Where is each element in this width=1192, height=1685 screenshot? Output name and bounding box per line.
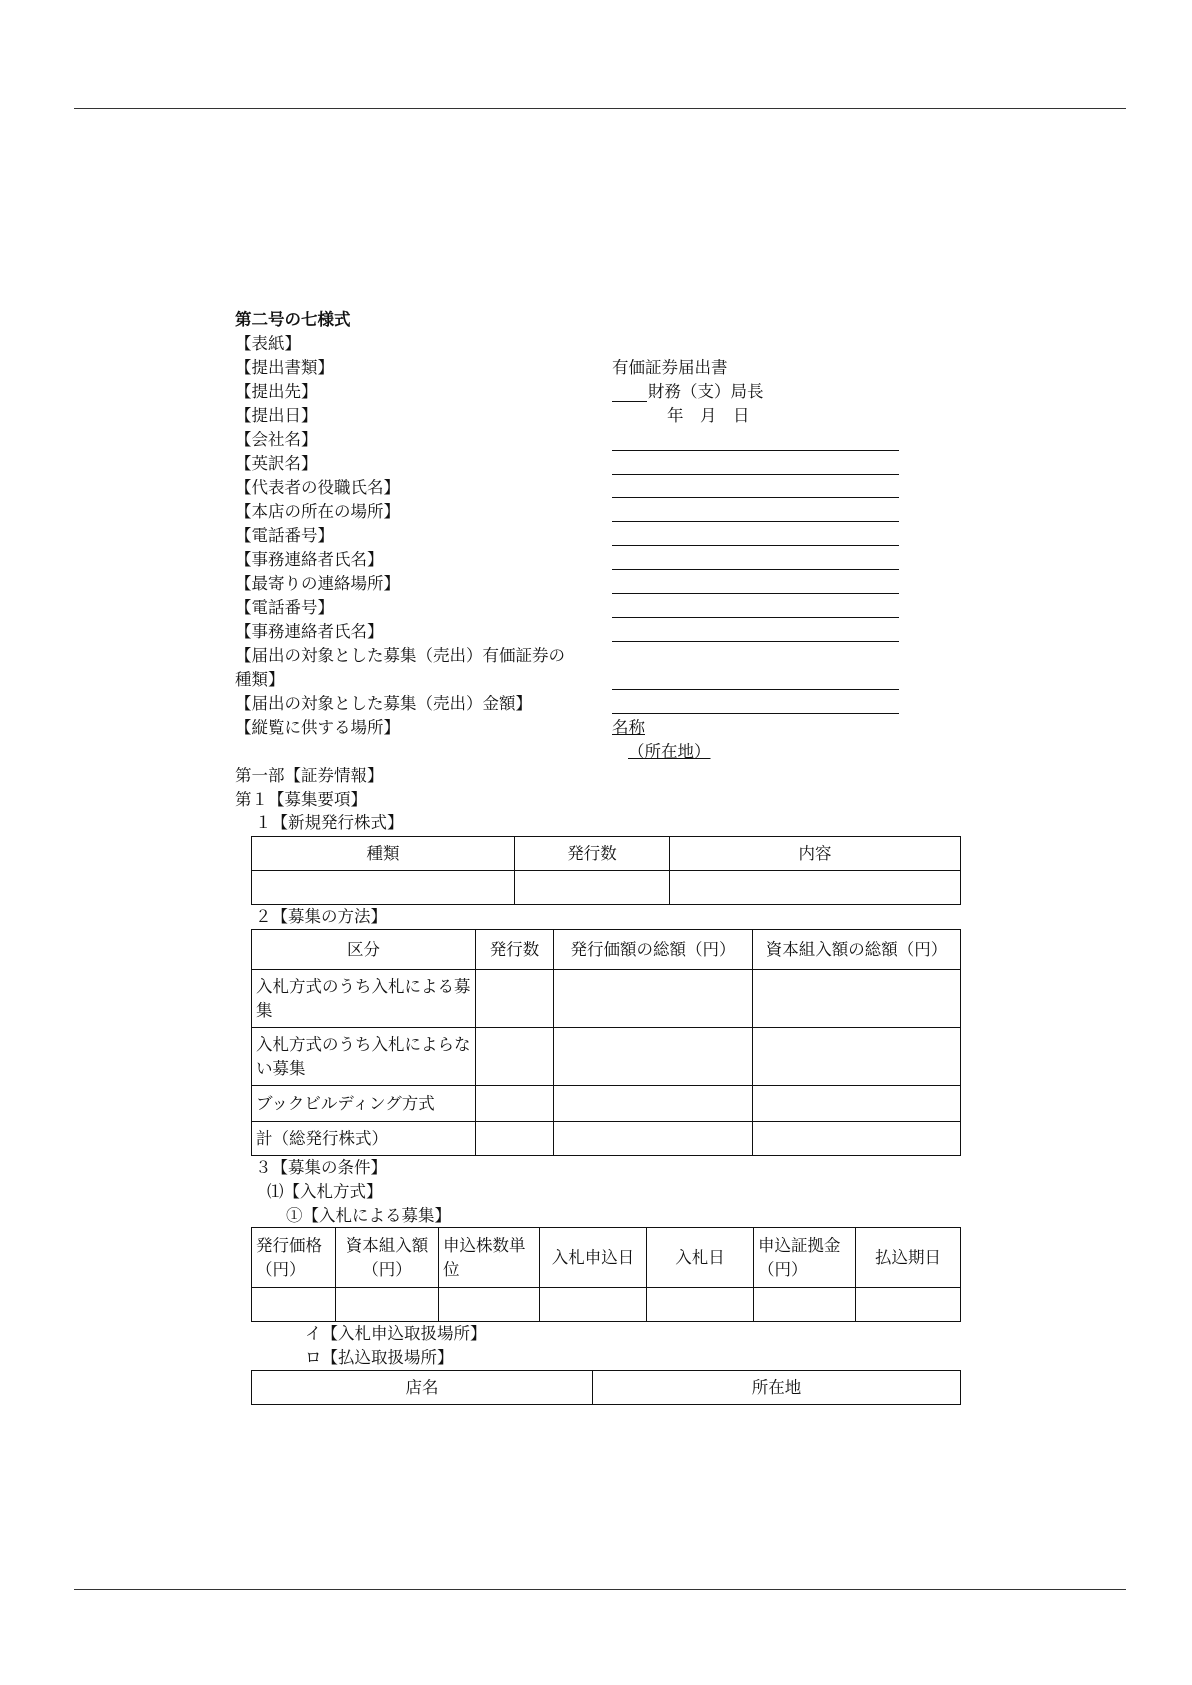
header-cell: 払込期日 [856,1228,961,1288]
field-label: 【提出日】 [235,406,318,425]
blank-line[interactable] [612,545,899,546]
header-cell: 所在地 [593,1371,961,1405]
header-cell: 入札日 [647,1228,754,1288]
field-label: 【事務連絡者氏名】 [235,622,384,641]
field-label: 【提出書類】 [235,358,334,377]
row-label: 計（総発行株式） [252,1122,476,1156]
blank-line [612,401,647,402]
header-rule [74,108,1126,109]
input-cell[interactable] [476,970,554,1028]
footer-rule [74,1589,1126,1590]
field-label: 【英訳名】 [235,454,318,473]
header-cell: 入札申込日 [540,1228,647,1288]
input-cell[interactable] [336,1288,439,1322]
blank-line[interactable] [612,689,899,690]
input-cell[interactable] [554,1122,753,1156]
field-value: 財務（支）局長 [648,382,764,401]
input-cell[interactable] [439,1288,540,1322]
input-cell[interactable] [754,1288,856,1322]
input-cell[interactable] [554,970,753,1028]
field-value: 有価証券届出書 [612,358,728,377]
field-label: 【会社名】 [235,430,318,449]
section-heading: １【新規発行株式】 [255,813,404,832]
blank-line[interactable] [612,474,899,475]
header-cell: 内容 [670,837,961,871]
input-cell[interactable] [476,1122,554,1156]
header-cell: 資本組入額（円） [336,1228,439,1288]
row-label: ブックビルディング方式 [252,1086,476,1122]
row-label: 入札方式のうち入札によらない募集 [252,1028,476,1086]
field-value: 年 月 日 [667,406,750,425]
item-heading: ロ【払込取扱場所】 [305,1348,454,1367]
field-label: 【縦覧に供する場所】 [235,718,400,737]
chapter-heading: 第１【募集要項】 [235,790,367,809]
field-label: 種類】 [235,670,285,689]
blank-line[interactable] [612,593,899,594]
header-cell: 発行数 [515,837,670,871]
section-heading: ２【募集の方法】 [255,907,387,926]
input-cell[interactable] [753,1028,961,1086]
payment-place-table [251,1370,961,1405]
input-cell[interactable] [753,970,961,1028]
blank-line[interactable] [612,521,899,522]
form-title: 第二号の七様式 [235,310,351,329]
field-label: 【電話番号】 [235,598,334,617]
input-cell[interactable] [540,1288,647,1322]
field-label: 【本店の所在の場所】 [235,502,400,521]
tender-conditions-table [251,1227,961,1322]
field-value: （所在地） [628,742,711,761]
field-label: 【最寄りの連絡場所】 [235,574,400,593]
field-label: 【届出の対象とした募集（売出）有価証券の [235,646,565,665]
blank-line[interactable] [612,569,899,570]
header-cell: 申込株数単位 [439,1228,540,1288]
field-label: 【事務連絡者氏名】 [235,550,384,569]
row-label: 入札方式のうち入札による募集 [252,970,476,1028]
blank-line[interactable] [612,641,899,642]
input-cell[interactable] [476,1028,554,1086]
header-cell: 申込証拠金（円） [754,1228,856,1288]
blank-line[interactable] [612,450,899,451]
blank-line[interactable] [612,497,899,498]
input-cell[interactable] [647,1288,754,1322]
cover-label: 【表紙】 [235,334,301,353]
item-heading: イ【入札申込取扱場所】 [305,1324,487,1343]
field-value: 名称 [612,718,645,737]
field-label: 【提出先】 [235,382,318,401]
input-cell[interactable] [476,1086,554,1122]
blank-line[interactable] [612,617,899,618]
offering-method-table [251,929,961,1156]
input-cell[interactable] [753,1086,961,1122]
field-label: 【電話番号】 [235,526,334,545]
header-cell: 発行数 [476,930,554,970]
header-cell: 区分 [252,930,476,970]
input-cell[interactable] [670,871,961,905]
input-cell[interactable] [252,871,515,905]
blank-line[interactable] [612,713,899,714]
input-cell[interactable] [554,1086,753,1122]
field-label: 【代表者の役職氏名】 [235,478,400,497]
part-heading: 第一部【証券情報】 [235,766,384,785]
header-cell: 発行価格（円） [252,1228,336,1288]
field-label: 【届出の対象とした募集（売出）金額】 [235,694,532,713]
input-cell[interactable] [753,1122,961,1156]
header-cell: 店名 [252,1371,593,1405]
header-cell: 発行価額の総額（円） [554,930,753,970]
section-heading: ３【募集の条件】 [255,1158,387,1177]
input-cell[interactable] [856,1288,961,1322]
input-cell[interactable] [515,871,670,905]
new-shares-table [251,836,961,905]
header-cell: 種類 [252,837,515,871]
subsection-heading: ①【入札による募集】 [286,1206,451,1225]
input-cell[interactable] [554,1028,753,1086]
header-cell: 資本組入額の総額（円） [753,930,961,970]
subsection-heading: ⑴【入札方式】 [267,1182,383,1201]
input-cell[interactable] [252,1288,336,1322]
